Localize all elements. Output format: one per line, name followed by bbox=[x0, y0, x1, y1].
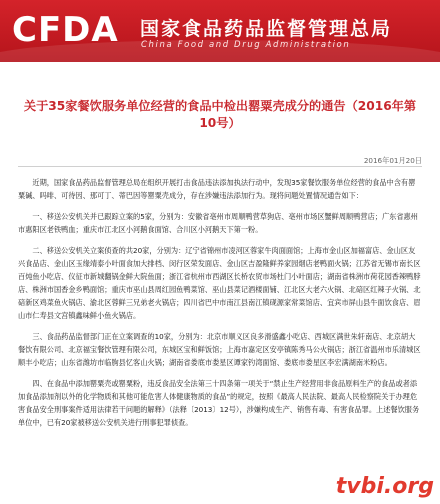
org-name-cn: 国家食品药品监督管理总局 bbox=[140, 18, 393, 40]
site-header bbox=[0, 0, 440, 62]
paragraph-section-3: 三、食品药品监督部门正在立案调查的10家，分别为：北京市顺义区良多滑盛鑫小吃店、西城区满世朱轩南店、北京胡大餐饮有限公司、北京福宝餐饮管理有限公司，东城区宝和鲜饭馆；上海市嘉定区安亭镇陈秀马公火锅店；浙江省温州市乐清城区顺丰小吃店；山东省潍坊市临朐县忆客山火锅；湖南省娄底市娄星区谭家钓湾面馆、娄底市娄星区李宏满湖南米粉店。 bbox=[18, 332, 421, 367]
paragraph-section-2: 二、移送公安机关立案侦查的共20家，分别为：辽宁省锦州市凌河区蓉家牛肉面面馆；上海市金山区加福富店、金山区友兴食品店、金山区玉缘靖泰小叶面食加大排档、闵行区荣发面店、金山区吉盈隆鲜养家园烟店老鸭面火锅；江苏省无锡市南长区百炖鱼小吃店、仪征市新城翻锅金鲜大院鱼面；浙江省杭州市西湖区长桥农贸市场杜门小叶面店；湖南省株洲市荷花园香辣鸭脖店、株洲市国香金乡鸭面馆；重庆市巫山县周红园鱼鸭菜馆、巫山县菜记酒楼面铺、江北区大老六火锅、北碚区红辣子火锅、北碚新区鸡菜鱼火锅店、渝北区蓉鲜三兄弟老火锅店；四川省巴中市南江县南江镇砚源家常菜馆店、宜宾市屏山县牛面饮食店、眉山市仁寿县文宫镇鑫味鲜小鱼火锅店。 bbox=[18, 246, 421, 320]
paragraph-section-1: 一、移送公安机关并已跟踪立案的5家，分别为：安徽省亳州市周顺鸭营草狗店、亳州市场区蟹鲜周顺鸭营店；广东省惠州市惠阳区老铁鸭血；重庆市江北区小河鹅食面馆、合川区小河鹅天下第一粉。 bbox=[18, 212, 418, 234]
article-title: 关于35家餐饮服务单位经营的食品中检出罂粟壳成分的通告（2016年第10号） bbox=[23, 99, 417, 130]
paragraph-intro: 近期，国家食品药品监督管理总局在组织开展打击食品违法添加执法行动中，发现35家餐饮服务单位经营的食品中含有罂粟碱、吗啡、可待因、那可丁、蒂巴因等罂粟壳成分，存在涉嫌违法添加行为。现将问题处置情况通告如下： bbox=[18, 178, 416, 200]
article-body bbox=[18, 176, 422, 437]
org-name-en: China Food and Drug Administration bbox=[141, 40, 351, 50]
article-date: 2016年01月20日 bbox=[363, 156, 422, 165]
cfda-logo[interactable]: CFDA bbox=[12, 10, 119, 50]
paragraph-section-4: 四、在食品中添加罂粟壳或罂粟粉，违反食品安全法第三十四条第一项关于“禁止生产经营用非食品原料生产的食品或者添加食品添加剂以外的化学物质和其他可能危害人体健康物质的食品”的规定，按照《最高人民法院、最高人民检察院关于办理危害食品安全刑事案件适用法律若干问题的解释》（法释〔2013〕12号），涉嫌构成生产、销售有毒、有害食品罪。上述餐饮服务单位中，已有20家被移送公安机关进行刑事犯罪侦查。 bbox=[18, 379, 420, 427]
title-divider bbox=[18, 166, 422, 167]
site-watermark: tvbi.org bbox=[335, 474, 434, 499]
